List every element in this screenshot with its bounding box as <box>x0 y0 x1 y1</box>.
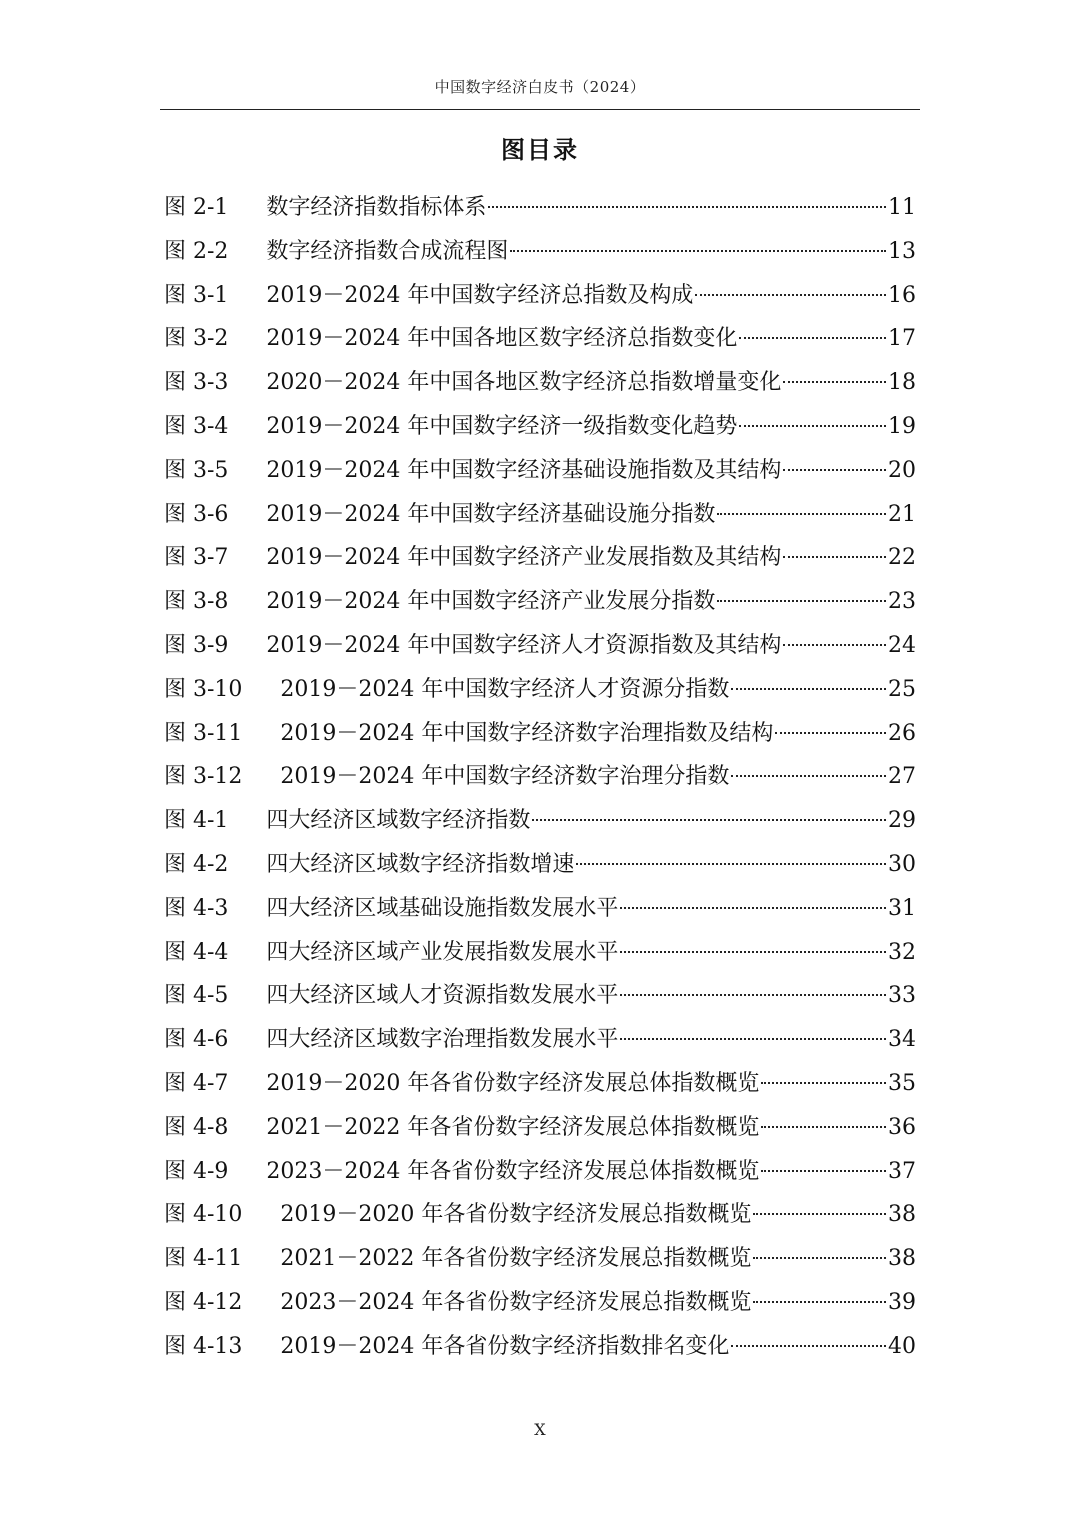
toc-figure-label: 图 4-6 <box>164 1027 229 1053</box>
toc-dot-leader <box>576 863 886 865</box>
toc-entry[interactable] <box>164 1193 916 1237</box>
toc-dot-leader <box>739 425 886 427</box>
toc-dot-leader <box>731 775 886 777</box>
toc-page-number: 30 <box>888 851 916 877</box>
toc-page-number: 16 <box>888 282 916 308</box>
toc-figure-title: 2023－2024 年各省份数字经济发展总指数概览 <box>280 1289 752 1315</box>
toc-figure-title: 数字经济指数合成流程图 <box>266 238 509 264</box>
toc-entry[interactable] <box>164 843 916 887</box>
toc-entry[interactable] <box>164 317 916 361</box>
toc-page-number: 29 <box>888 808 916 834</box>
toc-page-number: 19 <box>888 413 916 439</box>
toc-figure-label: 图 3-12 <box>164 764 243 790</box>
toc-figure-title: 2019－2020 年各省份数字经济发展总指数概览 <box>280 1202 752 1228</box>
toc-figure-title: 数字经济指数指标体系 <box>266 195 487 220</box>
toc-entry[interactable] <box>164 274 916 318</box>
toc-page-number: 39 <box>888 1289 916 1315</box>
toc-figure-title: 四大经济区域数字经济指数 <box>266 808 531 834</box>
toc-page-number: 35 <box>888 1070 916 1096</box>
toc-figure-label: 图 3-2 <box>164 326 229 352</box>
toc-page-number: 37 <box>888 1158 916 1184</box>
toc-figure-title: 2019－2024 年中国数字经济产业发展指数及其结构 <box>266 545 782 571</box>
toc-figure-title: 2019－2024 年中国数字经济基础设施分指数 <box>266 501 716 527</box>
toc-figure-title: 2019－2024 年中国数字经济数字治理指数及结构 <box>280 720 774 746</box>
toc-page-number: 20 <box>888 457 916 483</box>
toc-page-number: 22 <box>888 545 916 571</box>
toc-entry[interactable] <box>164 536 916 580</box>
toc-entry[interactable] <box>164 1237 916 1281</box>
toc-figure-title: 2019－2024 年各省份数字经济指数排名变化 <box>280 1333 730 1359</box>
toc-entry[interactable] <box>164 230 916 274</box>
toc-figure-label: 图 3-7 <box>164 545 229 571</box>
toc-page-number: 40 <box>888 1333 916 1359</box>
toc-figure-label: 图 4-5 <box>164 983 229 1009</box>
toc-dot-leader <box>783 644 886 646</box>
page-title: 图目录 <box>501 136 579 164</box>
toc-figure-label: 图 3-1 <box>164 282 229 308</box>
toc-entry[interactable] <box>164 405 916 449</box>
toc-entry[interactable] <box>164 755 916 799</box>
toc-figure-label: 图 3-3 <box>164 370 229 396</box>
toc-entry[interactable] <box>164 887 916 931</box>
toc-figure-title: 2023－2024 年各省份数字经济发展总体指数概览 <box>266 1158 760 1184</box>
toc-dot-leader <box>532 819 886 821</box>
toc-dot-leader <box>731 1345 886 1347</box>
toc-page-number: 27 <box>888 764 916 790</box>
toc-dot-leader <box>783 556 886 558</box>
toc-entry[interactable] <box>164 1325 916 1369</box>
toc-dot-leader <box>695 294 886 296</box>
toc-entry[interactable] <box>164 580 916 624</box>
toc-figure-label: 图 4-11 <box>164 1246 243 1272</box>
toc-dot-leader <box>717 600 886 602</box>
toc-dot-leader <box>488 206 886 208</box>
toc-entry[interactable] <box>164 493 916 537</box>
footer-page-number: X <box>534 1420 546 1439</box>
header-divider <box>160 109 920 110</box>
toc-entry[interactable] <box>164 186 916 230</box>
toc-page-number: 38 <box>888 1246 916 1272</box>
toc-page-number: 26 <box>888 720 916 746</box>
toc-dot-leader <box>761 1126 886 1128</box>
toc-figure-title: 四大经济区域数字经济指数增速 <box>266 851 575 877</box>
toc-figure-title: 2019－2024 年中国数字经济一级指数变化趋势 <box>266 413 738 439</box>
toc-page-number: 24 <box>888 632 916 658</box>
toc-figure-title: 四大经济区域产业发展指数发展水平 <box>266 939 619 965</box>
toc-figure-label: 图 4-7 <box>164 1070 229 1096</box>
toc-entry[interactable] <box>164 624 916 668</box>
toc-dot-leader <box>753 1257 886 1259</box>
toc-dot-leader <box>761 1170 886 1172</box>
toc-entry[interactable] <box>164 668 916 712</box>
toc-entry[interactable] <box>164 361 916 405</box>
toc-figure-title: 2019－2024 年中国数字经济总指数及构成 <box>266 282 694 308</box>
toc-entry[interactable] <box>164 1062 916 1106</box>
toc-entry[interactable] <box>164 931 916 975</box>
toc-figure-label: 图 3-9 <box>164 632 229 658</box>
toc-dot-leader <box>739 337 886 339</box>
toc-figure-label: 图 2-1 <box>164 195 229 220</box>
toc-page-number: 32 <box>888 939 916 965</box>
toc-figure-title: 2021－2022 年各省份数字经济发展总体指数概览 <box>266 1114 760 1140</box>
toc-dot-leader <box>620 994 886 996</box>
toc-entry[interactable] <box>164 1150 916 1194</box>
toc-figure-title: 2020－2024 年中国各地区数字经济总指数增量变化 <box>266 370 782 396</box>
toc-figure-label: 图 3-11 <box>164 720 243 746</box>
toc-figure-label: 图 4-1 <box>164 808 229 834</box>
toc-figure-label: 图 4-12 <box>164 1289 243 1315</box>
toc-page-number: 17 <box>888 326 916 352</box>
toc-entry[interactable] <box>164 974 916 1018</box>
toc-figure-label: 图 4-8 <box>164 1114 229 1140</box>
toc-dot-leader <box>510 250 886 252</box>
toc-dot-leader <box>717 513 886 515</box>
toc-figure-title: 四大经济区域基础设施指数发展水平 <box>266 895 619 921</box>
toc-entry[interactable] <box>164 1281 916 1325</box>
toc-figure-label: 图 3-10 <box>164 676 243 702</box>
toc-dot-leader <box>783 381 886 383</box>
toc-page-number: 31 <box>888 895 916 921</box>
running-header: 中国数字经济白皮书（2024） <box>434 78 646 96</box>
toc-figure-label: 图 4-9 <box>164 1158 229 1184</box>
toc-figure-title: 2019－2024 年中国数字经济人才资源指数及其结构 <box>266 632 782 658</box>
toc-figure-label: 图 2-2 <box>164 238 229 264</box>
toc-page-number: 23 <box>888 589 916 615</box>
toc-figure-title: 四大经济区域人才资源指数发展水平 <box>266 983 619 1009</box>
toc-figure-title: 2019－2024 年中国数字经济基础设施指数及其结构 <box>266 457 782 483</box>
toc-figure-title: 2019－2024 年中国数字经济产业发展分指数 <box>266 589 716 615</box>
toc-dot-leader <box>761 1082 886 1084</box>
toc-figure-label: 图 3-4 <box>164 413 229 439</box>
toc-figure-label: 图 4-2 <box>164 851 229 877</box>
toc-page-number: 38 <box>888 1202 916 1228</box>
toc-figure-label: 图 3-8 <box>164 589 229 615</box>
toc-figure-label: 图 4-10 <box>164 1202 243 1228</box>
toc-dot-leader <box>620 907 886 909</box>
toc-dot-leader <box>753 1213 886 1215</box>
toc-entry[interactable] <box>164 449 916 493</box>
toc-page-number: 34 <box>888 1027 916 1053</box>
toc-figure-title: 四大经济区域数字治理指数发展水平 <box>266 1027 619 1053</box>
toc-entry[interactable] <box>164 1018 916 1062</box>
toc-page-number: 36 <box>888 1114 916 1140</box>
toc-dot-leader <box>753 1301 886 1303</box>
toc-page-number: 13 <box>888 238 916 264</box>
toc-figure-label: 图 3-5 <box>164 457 229 483</box>
toc-figure-label: 图 3-6 <box>164 501 229 527</box>
toc-figure-label: 图 4-4 <box>164 939 229 965</box>
toc-page-number: 25 <box>888 676 916 702</box>
toc-dot-leader <box>775 732 886 734</box>
toc-page-number: 21 <box>888 501 916 527</box>
toc-figure-label: 图 4-3 <box>164 895 229 921</box>
toc-figure-label: 图 4-13 <box>164 1333 243 1359</box>
toc-page-number: 18 <box>888 370 916 396</box>
toc-figure-title: 2019－2020 年各省份数字经济发展总体指数概览 <box>266 1070 760 1096</box>
toc-figure-title: 2019－2024 年中国数字经济人才资源分指数 <box>280 676 730 702</box>
toc-figure-title: 2019－2024 年中国数字经济数字治理分指数 <box>280 764 730 790</box>
toc-dot-leader <box>620 951 886 953</box>
toc-page-number: 33 <box>888 983 916 1009</box>
toc-page-number: 11 <box>888 195 916 220</box>
toc-dot-leader <box>620 1038 886 1040</box>
figure-toc-list <box>164 186 916 1369</box>
toc-dot-leader <box>731 688 886 690</box>
toc-dot-leader <box>783 469 886 471</box>
toc-entry[interactable] <box>164 799 916 843</box>
toc-figure-title: 2019－2024 年中国各地区数字经济总指数变化 <box>266 326 738 352</box>
toc-figure-title: 2021－2022 年各省份数字经济发展总指数概览 <box>280 1246 752 1272</box>
toc-entry[interactable] <box>164 1106 916 1150</box>
toc-entry[interactable] <box>164 712 916 756</box>
